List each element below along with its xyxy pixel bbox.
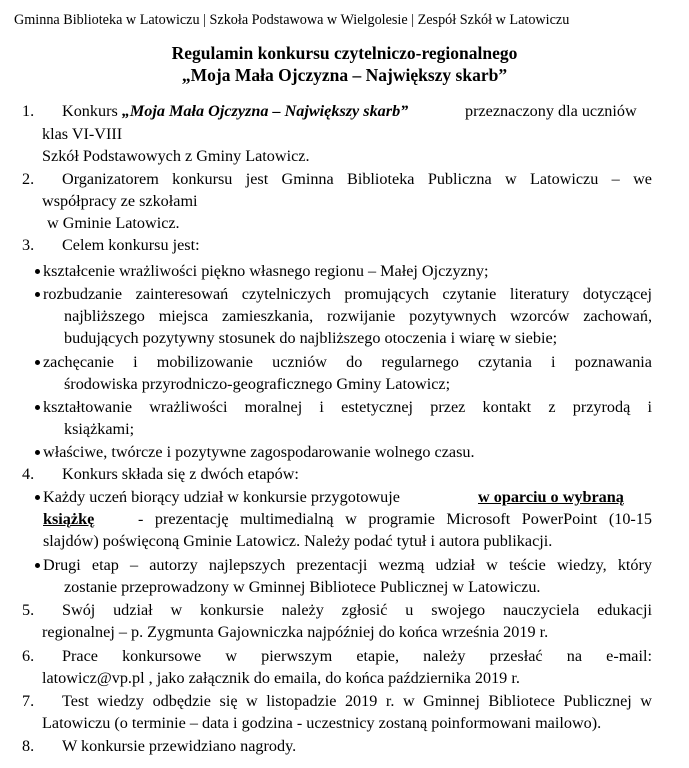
item-number: 6. xyxy=(22,647,35,665)
bullet-line xyxy=(0,530,689,552)
item-4 xyxy=(0,463,689,485)
bullet-line xyxy=(0,305,689,327)
bullet-text: Każdy uczeń biorący udział w konkursie przygotowuje xyxy=(43,488,400,506)
bullet-text: środowiska przyrodniczo-geograficznego Gminy Latowicz; xyxy=(64,375,451,393)
item-text: W konkursie przewidziano nagrody. xyxy=(62,737,297,755)
bullet-icon xyxy=(35,450,40,455)
bullet-text: książkami; xyxy=(64,420,135,438)
item-2-line-2 xyxy=(0,190,689,212)
item-1-line-2 xyxy=(0,123,689,145)
item-text: Konkurs składa się z dwóch etapów: xyxy=(62,465,299,483)
item-2 xyxy=(0,168,689,190)
bullet-text: budujących pozytywny stosunek do najbliższego otoczenia i wiarę w siebie; xyxy=(64,329,558,347)
item-1-line-3 xyxy=(0,145,689,167)
bullet-item xyxy=(0,554,689,576)
item-number: 8. xyxy=(22,737,35,755)
bullet-item xyxy=(0,260,689,282)
item-7-line-2 xyxy=(0,712,689,734)
item-7 xyxy=(0,690,689,712)
document-header: Gminna Biblioteka w Latowiczu | Szkoła Podstawowa w Wielgolesie | Zespół Szkół w Latowiczu xyxy=(14,12,570,28)
item-number: 5. xyxy=(22,601,35,619)
document-title-line-2: „Moja Mała Ojczyzna – Największy skarb” xyxy=(181,65,508,85)
item-text: Organizatorem konkursu jest Gminna Biblioteka Publiczna w Latowiczu – we xyxy=(62,170,652,188)
item-text-part: przeznaczony dla uczniów xyxy=(465,102,637,120)
item-text xyxy=(62,100,408,122)
item-text: Test wiedzy odbędzie się w listopadzie 2019 r. w Gminnej Bibliotece Publicznej w xyxy=(62,692,652,710)
bullet-text: rozbudzanie zainteresowań czytelniczych promujących czytanie literatury dotyczącej xyxy=(43,285,652,303)
item-text: Szkół Podstawowych z Gminy Latowicz. xyxy=(42,147,310,165)
item-number: 4. xyxy=(22,465,35,483)
bullet-item xyxy=(0,283,689,305)
emphasis-text: w oparciu o wybraną xyxy=(478,488,624,506)
item-text: Prace konkursowe w pierwszym etapie, należy przesłać na e-mail: xyxy=(62,647,652,665)
bullet-line xyxy=(0,327,689,349)
item-text: klas VI-VIII xyxy=(42,125,123,143)
item-text: Latowiczu (o terminie – data i godzina - uczestnicy zostaną poinformowani mailowo). xyxy=(42,714,602,732)
bullet-line xyxy=(0,576,689,598)
item-text: regionalnej – p. Zygmunta Gajowniczka najpóźniej do końca września 2019 r. xyxy=(42,623,549,641)
bullet-item xyxy=(0,396,689,418)
bullet-line xyxy=(0,508,689,530)
bullet-icon xyxy=(35,292,40,297)
bullet-text: kształtowanie wrażliwości moralnej i estetycznej przez kontakt z przyrodą i xyxy=(43,398,652,416)
item-number: 2. xyxy=(22,170,35,188)
bullet-icon xyxy=(35,269,40,274)
bullet-line xyxy=(0,418,689,440)
bullet-line xyxy=(0,373,689,395)
bullet-icon xyxy=(35,405,40,410)
item-5 xyxy=(0,599,689,621)
item-5-line-2 xyxy=(0,621,689,643)
item-2-line-3 xyxy=(0,212,689,234)
item-text: Celem konkursu jest: xyxy=(62,236,200,254)
item-8 xyxy=(0,735,689,757)
item-text: latowicz@vp.pl , jako załącznik do emaila, do końca października 2019 r. xyxy=(42,669,520,687)
item-number: 3. xyxy=(22,236,35,254)
item-1 xyxy=(0,100,689,122)
bullet-text: - prezentację multimedialną w programie Microsoft PowerPoint (10-15 xyxy=(138,510,652,528)
emphasis-text: książkę xyxy=(43,510,95,528)
item-number: 7. xyxy=(22,692,35,710)
item-6 xyxy=(0,645,689,667)
bullet-text: Drugi etap – autorzy najlepszych prezentacji wezmą udział w teście wiedzy, który xyxy=(43,556,652,574)
bullet-item xyxy=(0,486,689,508)
document-title-line-1: Regulamin konkursu czytelniczo-regionalnego xyxy=(171,43,518,63)
bullet-icon xyxy=(35,495,40,500)
item-3 xyxy=(0,234,689,256)
bullet-text: zachęcanie i mobilizowanie uczniów do regularnego czytania i poznawania xyxy=(43,353,652,371)
bullet-icon xyxy=(35,360,40,365)
contest-name: „Moja Mała Ojczyzna – Największy skarb” xyxy=(121,102,409,120)
bullet-text: najbliższego miejsca zamieszkania, rozwijanie pozytywnych wzorców zachowań, xyxy=(64,307,652,325)
bullet-text: slajdów) poświęconą Gminie Latowicz. Należy podać tytuł i autora publikacji. xyxy=(43,532,553,550)
bullet-text: kształcenie wrażliwości piękno własnego regionu – Małej Ojczyzny; xyxy=(43,262,489,280)
item-number: 1. xyxy=(22,102,35,120)
item-6-line-2 xyxy=(0,667,689,689)
item-text-part: Konkurs xyxy=(62,102,118,120)
bullet-item xyxy=(0,351,689,373)
item-text: współpracy ze szkołami xyxy=(42,192,198,210)
bullet-item xyxy=(0,441,689,463)
item-text: w Gminie Latowicz. xyxy=(47,214,180,232)
bullet-text: zostanie przeprowadzony w Gminnej Bibliotece Publicznej w Latowiczu. xyxy=(64,578,541,596)
bullet-text: właściwe, twórcze i pozytywne zagospodarowanie wolnego czasu. xyxy=(43,443,475,461)
item-text: Swój udział w konkursie należy zgłosić u swojego nauczyciela edukacji xyxy=(62,601,652,619)
bullet-icon xyxy=(35,563,40,568)
